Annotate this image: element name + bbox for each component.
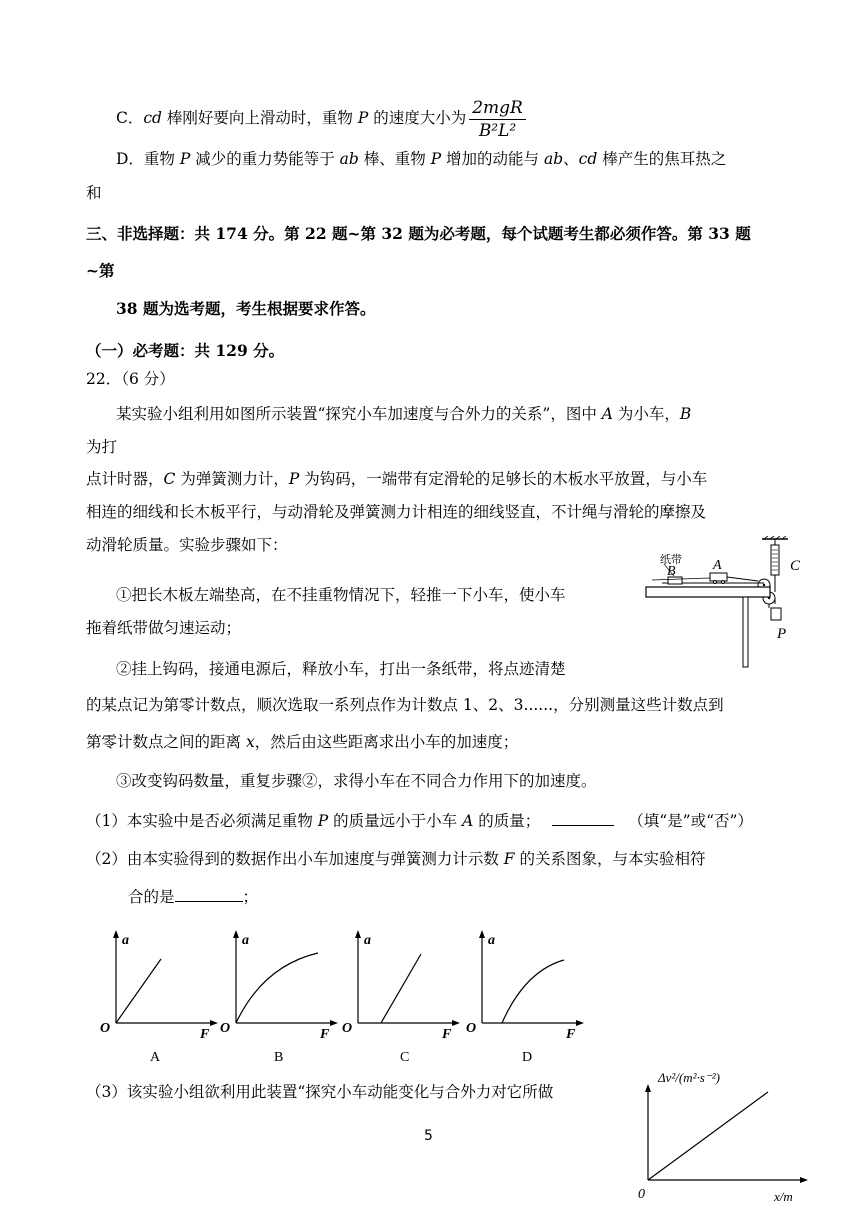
v2-graph-x-label: x/m [774, 1189, 793, 1204]
q22-text: ，然后由这些距离求出小车的加速度； [254, 733, 519, 751]
q22-text: B [679, 405, 692, 423]
graph-option-c [336, 926, 461, 1066]
q22-text: ； [242, 888, 259, 906]
q22-text: P [288, 470, 300, 488]
q22-text: 为小车， [612, 405, 680, 423]
q22-sub-2 [86, 848, 706, 870]
option-d-text: P [430, 150, 442, 168]
graph-d-caption: D [522, 1050, 533, 1065]
q22-intro-line3: 相连的细线和长木板平行，与动滑轮及弹簧测力计相连的细线竖直，不计绳与滑轮的摩擦及 [86, 503, 707, 521]
label-a: A [713, 558, 722, 573]
graph-c-y-label: a [364, 933, 371, 948]
q22-text: （填“是”或“否”） [628, 812, 753, 830]
label-b: B [667, 564, 676, 579]
q22-text: 某实验小组利用如图所示装置“探究小车加速度与合外力的关系”，图中 [116, 405, 602, 423]
section-3-heading-cont2: 38 题为选考题，考生根据要求作答。 [116, 299, 376, 318]
graph-a-x-label: F [200, 1027, 210, 1042]
q22-text: （2）由本实验得到的数据作出小车加速度与弹簧测力计示数 [86, 850, 504, 868]
q22-intro-line4: 动滑轮质量。实验步骤如下： [86, 536, 288, 554]
option-d [116, 148, 726, 170]
q22-text: 的质量远小于小车 [328, 812, 463, 830]
option-d-text: 减少的重力势能等于 [190, 150, 340, 168]
section-3-heading: 三、非选择题：共 174 分。第 22 题~第 32 题为必考题，每个试题考生都必须作答。第 33 题 [86, 224, 751, 243]
option-d-label: D．重物 [116, 150, 180, 168]
subsection-required: （一）必考题：共 129 分。 [86, 341, 285, 360]
v2-graph-origin: 0 [638, 1187, 645, 1202]
graph-option-d [460, 926, 585, 1066]
option-c-text: cd [143, 109, 162, 127]
graph-d-origin: O [466, 1021, 477, 1036]
option-d-text: P [179, 150, 191, 168]
q22-step-1-cont: 拖着纸带做匀速运动； [86, 619, 242, 637]
q22-text: 为钩码，一端带有定滑轮的足够长的木板水平放置，与小车 [299, 470, 708, 488]
q22-text: 的质量； [473, 812, 541, 830]
option-d-text: 增加的动能与 [441, 150, 544, 168]
q22-text: A [462, 812, 474, 830]
q22-text: 第零计数点之间的距离 [86, 733, 246, 751]
q22-step-2: ②挂上钩码，接通电源后，释放小车，打出一条纸带，将点迹清楚 [116, 660, 566, 678]
q22-sub-1 [86, 810, 753, 832]
graph-c-caption: C [400, 1050, 410, 1065]
q22-text: F [503, 850, 515, 868]
question-22-header: 22．（6 分） [86, 370, 175, 388]
q22-step-2-cont2 [86, 731, 518, 753]
label-c: C [790, 558, 801, 574]
option-c [116, 96, 526, 140]
section-3-heading-cont: ~第 [86, 261, 115, 280]
option-c-label: C． [116, 109, 144, 127]
q22-text: x [245, 733, 255, 751]
graph-b-origin: O [220, 1021, 231, 1036]
tape-label: 纸带 [660, 554, 682, 566]
q22-text: A [601, 405, 613, 423]
q22-step-2-cont: 的某点记为第零计数点，顺次选取一系列点作为计数点 1、2、3......，分别测量这些计数点到 [86, 696, 724, 714]
q22-text: （1）本实验中是否必须满足重物 [86, 812, 318, 830]
option-d-text: 棒产生的焦耳热之 [597, 150, 727, 168]
experiment-apparatus-diagram [640, 536, 810, 670]
v2-graph-y-label: Δv²/(m²·s⁻²) [658, 1070, 720, 1085]
option-d-text: ab [543, 150, 564, 168]
fraction-denominator: B²L² [478, 120, 517, 141]
graph-option-b [218, 926, 338, 1066]
q22-sub-3: （3）该实验小组欲利用此装置“探究小车动能变化与合外力对它所做 [86, 1083, 554, 1101]
q22-text: P [317, 812, 329, 830]
graph-b-caption: B [274, 1050, 284, 1065]
label-p: P [777, 626, 787, 642]
answer-blank-1[interactable] [552, 825, 614, 826]
graph-b-y-label: a [242, 933, 249, 948]
q22-intro-line1 [116, 403, 691, 425]
q22-step-3: ③改变钩码数量，重复步骤②，求得小车在不同合力作用下的加速度。 [116, 772, 597, 790]
speed-fraction [469, 97, 526, 142]
graph-c-x-label: F [442, 1027, 452, 1042]
q22-text: 的关系图象，与本实验相符 [514, 850, 706, 868]
option-c-text: 的速度大小为 [368, 109, 467, 127]
option-d-text: ab [339, 150, 359, 168]
q22-text: 为弹簧测力计， [175, 470, 289, 488]
graph-a-caption: A [150, 1050, 161, 1065]
option-c-text: 棒刚好要向上滑动时，重物 [161, 109, 358, 127]
graph-a-origin: O [100, 1021, 111, 1036]
option-c-text: P [357, 109, 369, 127]
q22-sub-2-cont [128, 886, 258, 908]
q22-intro-line1-cont: 为打 [86, 438, 118, 456]
q22-text: 合的是 [128, 888, 175, 906]
page-number: 5 [424, 1128, 433, 1144]
answer-blank-2[interactable] [175, 901, 243, 902]
graph-c-origin: O [342, 1021, 353, 1036]
q22-intro-line2 [86, 468, 707, 490]
graph-a-y-label: a [122, 933, 129, 948]
q22-step-1: ①把长木板左端垫高，在不挂重物情况下，轻推一下小车，使小车 [116, 586, 566, 604]
option-d-text: 棒、重物 [358, 150, 431, 168]
fraction-numerator: 2mgR [469, 97, 526, 120]
v2-vs-x-graph [628, 1062, 810, 1208]
q22-text: C [163, 470, 176, 488]
option-d-text: cd [578, 150, 598, 168]
option-d-text: 、 [563, 150, 579, 168]
q22-text: 点计时器， [86, 470, 164, 488]
graph-b-x-label: F [320, 1027, 330, 1042]
graph-option-a [98, 926, 218, 1066]
graph-d-y-label: a [488, 933, 495, 948]
option-d-continuation: 和 [86, 184, 102, 202]
graph-d-x-label: F [566, 1027, 576, 1042]
